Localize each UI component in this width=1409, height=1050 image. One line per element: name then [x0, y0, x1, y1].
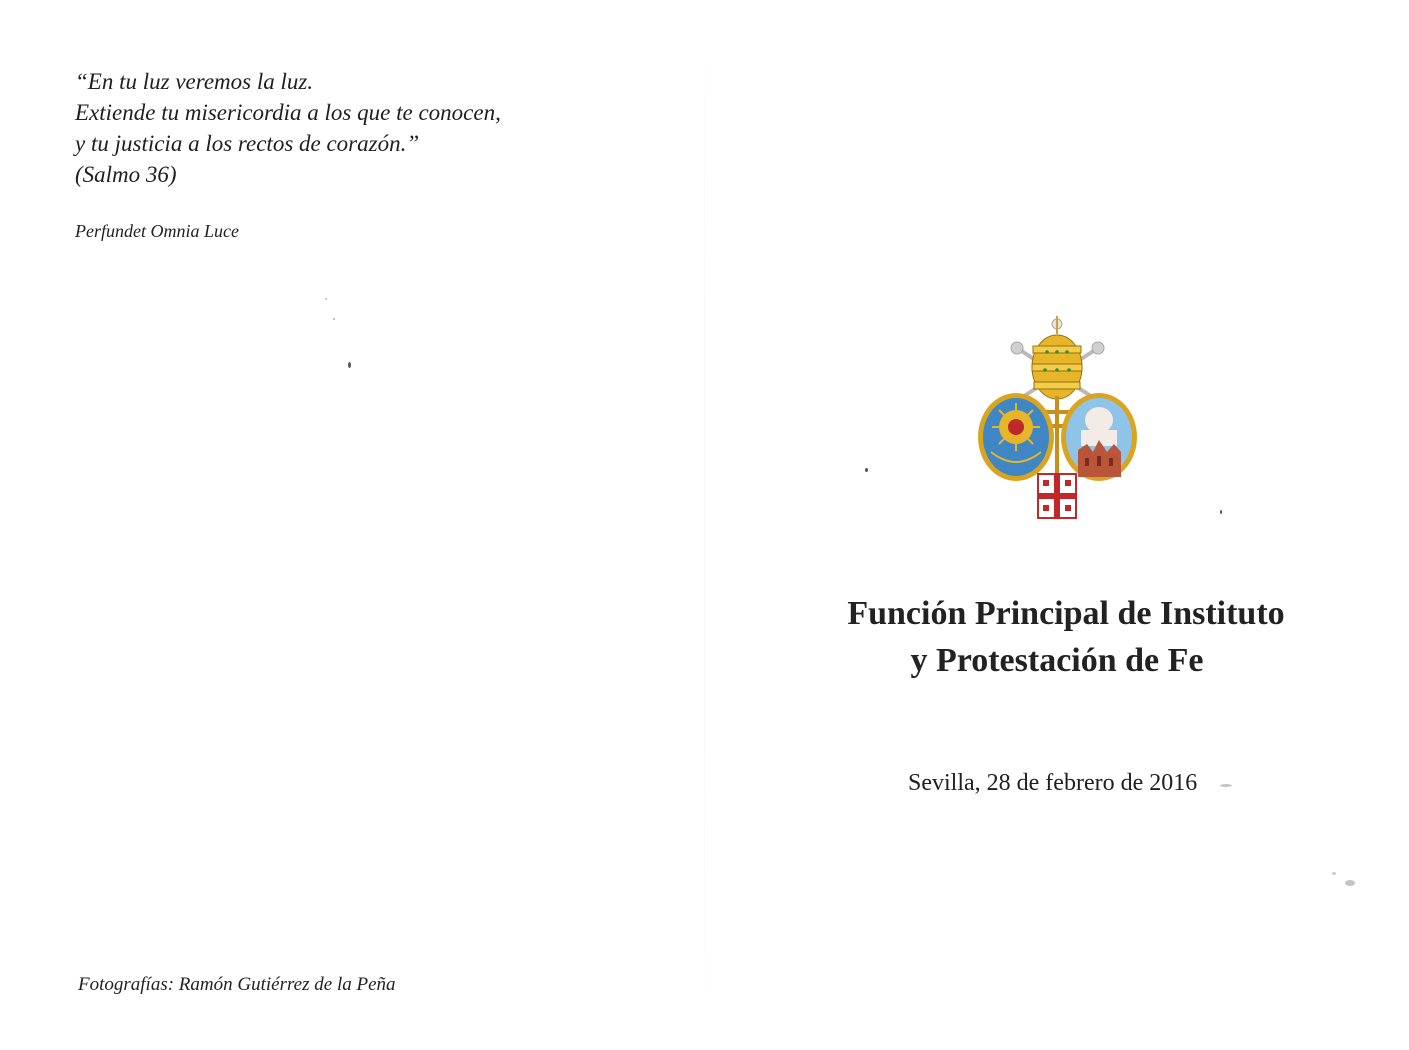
coat-of-arms-icon	[975, 312, 1140, 527]
right-page	[705, 0, 1409, 1050]
title-line: y Protestación de Fe	[910, 642, 1204, 679]
event-title	[705, 590, 1409, 684]
quote-line: y tu justicia a los rectos de corazón.”	[75, 131, 420, 156]
paper-speck	[1220, 510, 1222, 514]
event-date: Sevilla, 28 de febrero de 2016	[908, 770, 1198, 796]
paper-speck	[1332, 872, 1336, 875]
paper-speck	[1345, 880, 1355, 886]
quote-line: “En tu luz veremos la luz.	[75, 69, 314, 94]
quote-line: Extiende tu misericordia a los que te conocen,	[75, 100, 501, 125]
quote-citation: (Salmo 36)	[75, 162, 177, 187]
photo-credits: Fotografías: Ramón Gutiérrez de la Peña	[78, 974, 396, 995]
paper-speck	[325, 298, 327, 300]
latin-motto: Perfundet Omnia Luce	[75, 221, 239, 241]
left-page	[0, 0, 704, 1050]
paper-speck	[348, 362, 351, 368]
psalm-quote	[75, 66, 501, 190]
paper-speck	[865, 468, 868, 472]
title-line: Función Principal de Instituto	[847, 595, 1285, 632]
paper-speck	[1220, 784, 1232, 787]
paper-speck	[333, 318, 335, 320]
